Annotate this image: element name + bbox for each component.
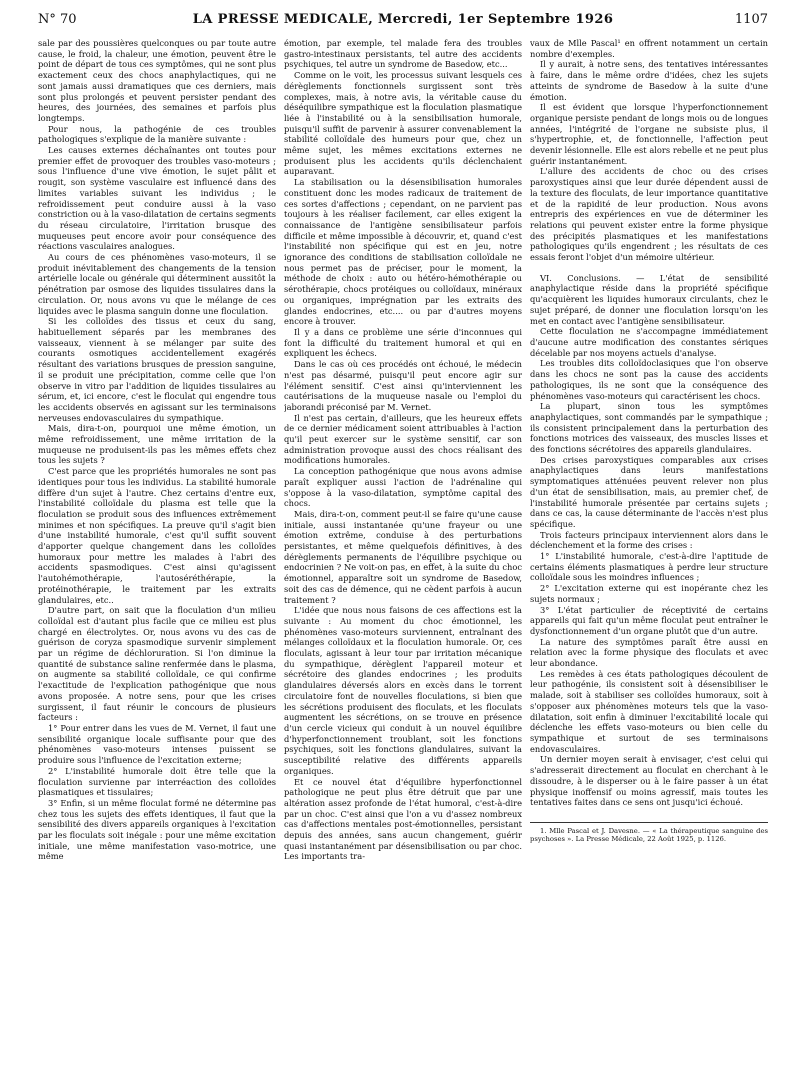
paragraph: 3° L'état particulier de réceptivité de certains appareils qui fait qu'un même floculat peut entraîner le dysfonctionnement d'un organe plutôt que d'un autre. [530, 604, 768, 636]
paragraph: La stabilisation ou la désensibilisation humorales constituent donc les modes radicaux de traitement de ces sortes d'affections ; cependant, on ne parvient pas toujours à les réaliser facilement, car elles exigent la connaissance de l'antigène sensibilisateur parfois difficile et même impossible à découvrir, et, quand c'est l'instabilité non spécifique qui est en jeu, notre ignorance des conditions de stabilisation colloïdale ne nous permet pas de préciser, pour le moment, la méthode de choix : auto ou hétéro-hémothérapie ou sérothérapie, chocs protéiques ou colloïdaux, minéraux ou organiques, imprégnation par les extraits des glandes endocrines, etc.... ou par d'autres moyens encore à trouver. [284, 177, 522, 327]
paragraph: 3° Enfin, si un même floculat formé ne détermine pas chez tous les sujets des effets identiques, il faut que la sensibilité des divers appareils organiques à l'excitation par les floculats soit inégale : pour une même excitation initiale, une même manifestation vaso-motrice, une même [38, 797, 276, 862]
paragraph: Il n'est pas certain, d'ailleurs, que les heureux effets de ce dernier médicament soient attribuables à l'action qu'il peut exercer sur le système sensitif, car son administration provoque aussi des chocs réalisant des modifications humorales. [284, 412, 522, 466]
paragraph: Si les colloïdes des tissus et ceux du sang, habituellement séparés par les membranes des vaisseaux, viennent à se mélanger par suite des courants osmotiques accidentellement exagérés résultant des variations brusques de pression sanguine, il se produit une précipitation, comme celle que l'on observe in vitro par l'addition de liquides tissulaires au sérum, et, ici encore, c'est le floculat qui engendre tous les accidents observés en agissant sur les terminaisons nerveuses endovasculaires du sympathique. [38, 316, 276, 423]
paragraph: L'idée que nous nous faisons de ces affections est la suivante : Au moment du choc émotionnel, les phénomènes vaso-moteurs surviennent, entraînant des mélanges colloïdaux et la floculation humorale. Or, ces floculats, agissant à leur tour par irritation mécanique du sympathique, dérèglent l'appareil moteur et sécrétoire des glandes endocrines ; les produits glandulaires déversés alors en excès dans le torrent circulatoire font de nouvelles floculations, si bien que les sécrétions produisent des floculats, et les floculats augmentent les sécrétions, on se trouve en présence d'un cercle vicieux qui conduit à un nouvel équilibre d'hyperfonctionnement troublant, soit les fonctions psychiques, soit les fonctions glandulaires, suivant la susceptibilité relative des différents appareils organiques. [284, 605, 522, 776]
footnote: 1. Mlle Pascal et J. Davesne. — « La thérapeutique sanguine des psychoses ». La Presse Médicale, 22 Août 1925, p. 1126. [530, 822, 768, 844]
paragraph: émotion, par exemple, tel malade fera des troubles gastro-intestinaux persistants, tel autre des accidents psychiques, tel autre un syndrome de Basedow, etc... [284, 38, 522, 70]
paragraph: Les troubles dits colloïdoclasiques que l'on observe dans les chocs ne sont pas la cause des accidents pathologiques, ils ne sont que la conséquence des phénomènes vaso-moteurs qui caractérisent les chocs. [530, 358, 768, 401]
paragraph: Il est évident que lorsque l'hyperfonctionnement organique persiste pendant de longs mois ou de longues années, l'intégrité de l'organe ne subsiste plus, il s'hypertrophie, et, de fonctionnelle, l'affection peut devenir lésionnelle. Elle est alors rebelle et ne peut plus guérir instantanément. [530, 102, 768, 166]
paragraph: 1° Pour entrer dans les vues de M. Vernet, il faut une sensibilité organique locale suffisante pour que des phénomènes vaso-moteurs intenses puissent se produire sous l'influence de l'excitation externe; [38, 723, 276, 766]
paragraph: Pour nous, la pathogénie de ces troubles pathologiques s'explique de la manière suivante : [38, 123, 276, 145]
text-column-right [530, 38, 768, 1076]
paragraph: Des crises paroxystiques comparables aux crises anaphylactiques dans leurs manifestations symptomatiques atténuées peuvent relever non plus d'un état de sensibilisation, mais, au premier chef, de l'instabilité humorale présentée par certains sujets ; dans ce cas, la cause déterminante de l'accès n'est plus spécifique. [530, 454, 768, 529]
paragraph: La nature des symptômes paraît être aussi en relation avec la forme physique des floculats et avec leur abondance. [530, 636, 768, 669]
paragraph: VI. Conclusions. — L'état de sensibilité anaphylactique réside dans la propriété spécifique qu'acquièrent les liquides humoraux circulants, chez le sujet préparé, de donner une floculation lorsqu'on les met en contact avec l'antigène sensibilisateur. [530, 272, 768, 326]
paragraph: 2° L'instabilité humorale doit être telle que la floculation survienne par interréaction des colloïdes plasmatiques et tissulaires; [38, 765, 276, 798]
running-header [38, 12, 768, 32]
paragraph: Il y aurait, à notre sens, des tentatives intéressantes à faire, dans le même ordre d'idées, chez les sujets atteints de syndrome de Basedow à la suite d'une émotion. [530, 59, 768, 102]
text-column-middle [284, 38, 522, 1076]
paragraph: Trois facteurs principaux interviennent alors dans le déclenchement et la forme des crises : [530, 529, 768, 551]
paragraph: Dans le cas où ces procédés ont échoué, le médecin n'est pas désarmé, puisqu'il peut encore agir sur l'élément sensitif. C'est ainsi qu'interviennent les cautérisations de la muqueuse nasale ou l'emploi du jaborandi préconisé par M. Vernet. [284, 359, 522, 412]
paragraph: Mais, dira-t-on, pourquoi une même émotion, un même refroidissement, une même irritation de la muqueuse ne produisent-ils pas les mêmes effets chez tous les sujets ? [38, 423, 276, 466]
paragraph: 2° L'excitation externe qui est inopérante chez les sujets normaux ; [530, 583, 768, 604]
text-column-left [38, 38, 276, 1076]
paragraph: Les remèdes à ces états pathologiques découlent de leur pathogénie, ils consistent soit à désensibiliser le malade, soit à stabiliser ses colloïdes humoraux, soit à s'opposer aux phénomènes moteurs tels que la vaso-dilatation, soit enfin à diminuer l'excitabilité locale qui déclenche les effets vaso-moteurs ou bien celle du sympathique et surtout de ses terminaisons endovasculaires. [530, 668, 768, 754]
paragraph: Il y a dans ce problème une série d'inconnues qui font la difficulté du traitement humoral et qui en expliquent les échecs. [284, 326, 522, 359]
paragraph: Mais, dira-t-on, comment peut-il se faire qu'une cause initiale, aussi instantanée qu'une frayeur ou une émotion extrême, conduise à des perturbations persistantes, et même quelquefois définitives, à des dérèglements permanents de l'équilibre psychique ou endocrinien ? Ne voit-on pas, en effet, à la suite du choc émotionnel, apparaître soit un syndrome de Basedow, soit des cas de démence, qui ne cèdent parfois à aucun traitement ? [284, 508, 522, 605]
paragraph: Et ce nouvel état d'équilibre hyperfonctionnel pathologique ne peut plus être détruit que par une altération assez profonde de l'état humoral, c'est-à-dire par un choc. C'est ainsi que l'on a vu d'assez nombreux cas d'affections mentales post-émotionnelles, persistant depuis des années, sans aucun changement, guérir quasi instantanément par désensibilisation ou par choc. Les importants tra- [284, 776, 522, 862]
paragraph: Comme on le voit, les processus suivant lesquels ces dérèglements fonctionnels surgissent sont très complexes, mais, à notre avis, la véritable cause du déséquilibre sympathique est la floculation plasmatique liée à l'instabilité ou à la sensibilisation humorale, puisqu'il suffit de parvenir à assurer convenablement la stabilité colloïdale des humeurs pour que, chez un même sujet, les mêmes excitations externes ne produisent plus les accidents qu'ils déclenchaient auparavant. [284, 70, 522, 177]
paragraph: La conception pathogénique que nous avons admise paraît expliquer aussi l'action de l'adrénaline qui s'oppose à la vaso-dilatation, symptôme capital des chocs. [284, 466, 522, 509]
paragraph: Au cours de ces phénomènes vaso-moteurs, il se produit inévitablement des changements de la tension artérielle locale ou générale qui déterminent aussitôt la pénétration par osmose des liquides tissulaires dans la circulation. Or, nous avons vu que le mélange de ces liquides avec le plasma sanguin donne une floculation. [38, 252, 276, 316]
paragraph: C'est parce que les propriétés humorales ne sont pas identiques pour tous les individus. La stabilité humorale diffère d'un sujet à l'autre. Chez certains d'entre eux, l'instabilité colloïdale du plasma est telle que la floculation se produit sous des influences extrêmement minimes et non spécifiques. La preuve qu'il s'agit bien d'une instabilité humorale, c'est qu'il suffit souvent d'apporter quelque changement dans les colloïdes humoraux pour mettre les malades à l'abri des accidents spasmodiques. C'est ainsi qu'agissent l'autohémothérapie, l'autoséréthérapie, la protéinothérapie, le traitement par les extraits glandulaires, etc.. [38, 466, 276, 605]
journal-title: LA PRESSE MEDICALE, Mercredi, 1er Septembre 1926 [192, 12, 614, 27]
issue-number: N° 70 [38, 12, 77, 27]
paragraph: L'allure des accidents de choc ou des crises paroxystiques ainsi que leur durée dépendent aussi de la texture des floculats, de leur importance quantitative et de la rapidité de leur production. Nous avons entrepris des expériences en vue de déterminer les relations qui peuvent exister entre la forme physique des précipités plasmatiques et les manifestations pathologiques qu'ils engendrent ; les résultats de ces essais feront l'objet d'un mémoire ultérieur. [530, 166, 768, 263]
page-number: 1107 [734, 12, 768, 27]
paragraph: sale par des poussières quelconques ou par toute autre cause, le froid, la chaleur, une émotion, peuvent être le point de départ de tous ces symptômes, qui ne sont plus exactement ceux des chocs anaphylactiques, qui ne sont jamais aussi dramatiques que ces derniers, mais sont plus prolongés et peuvent persister pendant des heures, des journées, des semaines et parfois plus longtemps. [38, 38, 276, 123]
paragraph: 1° L'instabilité humorale, c'est-à-dire l'aptitude de certains éléments plasmatiques à perdre leur structure colloïdale sous les moindres influences ; [530, 551, 768, 583]
paragraph: Les causes externes déchaînantes ont toutes pour premier effet de provoquer des troubles vaso-moteurs ; sous l'influence d'une vive émotion, le sujet pâlit et rougit, son système vasculaire est influencé dans des limites variables suivant les individus ; le refroidissement peut conduire aussi à la vaso constriction ou à la vaso-dilatation de certains segments du réseau circulatoire, l'irritation brusque des muqueuses peut encore avoir pour conséquence des réactions vasculaires analogues. [38, 145, 276, 252]
paragraph: Cette floculation ne s'accompagne immédiatement d'aucune autre modification des constantes sériques décelable par nos moyens actuels d'analyse. [530, 326, 768, 358]
paragraph: vaux de Mlle Pascal¹ en offrent notamment un certain nombre d'exemples. [530, 38, 768, 59]
paragraph: La plupart, sinon tous les symptômes anaphylactiques, sont commandés par le sympathique ; ils consistent principalement dans la perturbation des fonctions motrices des vaisseaux, des muscles lisses et des fonctions sécrétoires des appareils glandulaires. [530, 401, 768, 455]
paragraph: Un dernier moyen serait à envisager, c'est celui qui s'adresserait directement au floculat en cherchant à le dissoudre, à le disperser ou à le faire passer à un état physique inoffensif ou moins agressif, mais toutes les tentatives faites dans ce sens ont jusqu'ici échoué. [530, 754, 768, 808]
paragraph: D'autre part, on sait que la floculation d'un milieu colloïdal est d'autant plus facile que ce milieu est plus chargé en électrolytes. Or, nous avons vu des cas de guérison de coryza spasmodique survenir simplement par un régime de déchloruration. Si l'on diminue la quantité de substance saline renfermée dans le plasma, on augmente sa stabilité colloïdale, ce qui confirme l'exactitude de l'explication pathogénique que nous avons proposée. A notre sens, pour que les crises surgissent, il faut réunir le concours de plusieurs facteurs : [38, 605, 276, 723]
